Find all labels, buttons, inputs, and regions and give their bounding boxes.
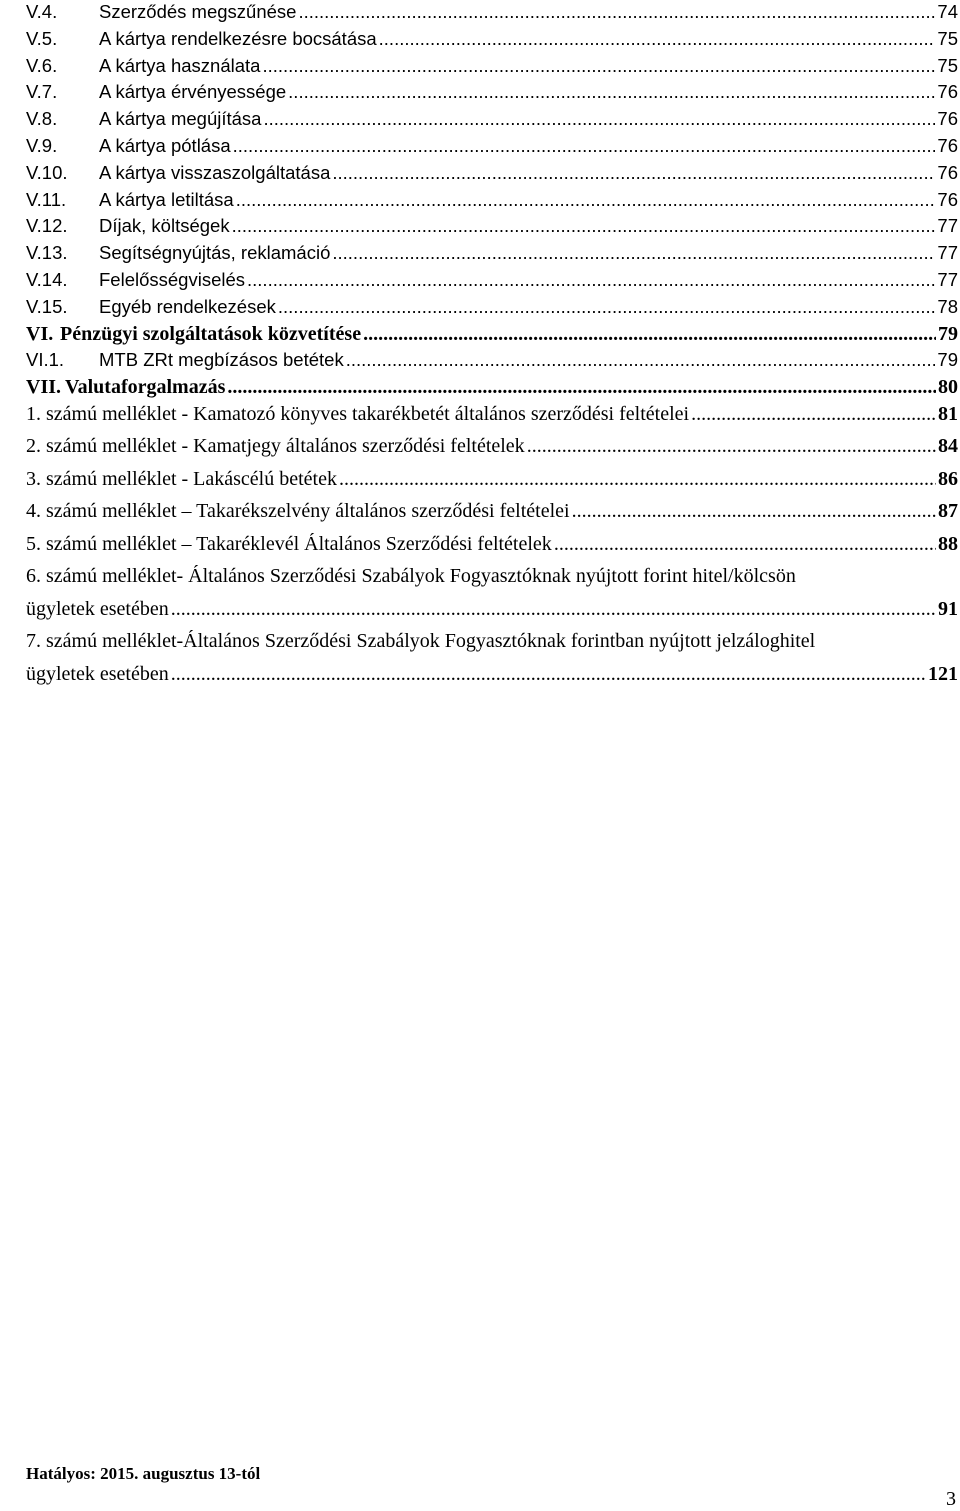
toc-title: 4. számú melléklet – Takarékszelvény általános szerződési feltételei [26, 500, 570, 523]
toc-entry-annex-2[interactable] [26, 435, 958, 468]
toc-page: 79 [938, 322, 958, 345]
toc-entry-v14[interactable] [26, 269, 958, 296]
toc-page: 78 [937, 295, 958, 317]
toc-entry-v10[interactable] [26, 162, 958, 189]
toc-entry-annex-6[interactable] [26, 565, 958, 630]
toc-leader [247, 269, 935, 291]
toc-entry-v11[interactable] [26, 189, 958, 216]
toc-title: A kártya rendelkezésre bocsátása [99, 27, 377, 49]
toc-leader [263, 108, 935, 130]
toc-entry-line [26, 565, 958, 598]
toc-leader [554, 533, 936, 556]
toc-title: A kártya használata [99, 54, 261, 76]
toc-number: V.13. [26, 242, 68, 264]
toc-leader [379, 28, 936, 50]
toc-title: 1. számú melléklet - Kamatozó könyves takarékbetét általános szerződési feltételei [26, 402, 690, 425]
toc-entry-line [26, 630, 958, 663]
toc-title: A kártya visszaszolgáltatása [99, 161, 331, 183]
toc-leader [171, 598, 936, 621]
toc-page: 121 [928, 662, 958, 685]
toc-leader [233, 135, 936, 157]
toc-page: 74 [937, 1, 958, 22]
toc-title: A kártya letiltása [99, 188, 234, 210]
toc-title: 2. számú melléklet - Kamatjegy általános szerződési feltételek [26, 435, 525, 458]
toc-title: 6. számú melléklet- Általános Szerződési Szabályok Fogyasztóknak nyújtott forint hitel/kölcsön [26, 565, 796, 588]
toc-number: VII. [26, 376, 62, 399]
toc-title: A kártya megújítása [99, 108, 262, 130]
toc-title: 7. számú melléklet-Általános Szerződési Szabályok Fogyasztóknak forintban nyújtott jelzáloghitel [26, 630, 816, 653]
toc-entry-line [26, 598, 958, 631]
toc-number: V.11. [26, 188, 67, 210]
toc-leader [232, 215, 936, 237]
toc-entry-v5[interactable] [26, 28, 958, 55]
toc-page: 79 [937, 349, 958, 371]
toc-entry-v8[interactable] [26, 108, 958, 135]
toc-leader [227, 376, 936, 399]
toc-page: 88 [938, 532, 958, 555]
toc-title: Valutaforgalmazás [65, 376, 226, 399]
toc-leader [332, 242, 935, 264]
toc-entry-annex-3[interactable] [26, 468, 958, 501]
toc-title: A kártya érvényessége [99, 81, 287, 103]
toc-entry-vi[interactable] [26, 323, 958, 350]
toc-entry-v13[interactable] [26, 242, 958, 269]
toc-leader [262, 55, 935, 77]
toc-title: Felelősségviselés [99, 268, 246, 290]
toc-page: 91 [938, 597, 958, 620]
toc-entry-v12[interactable] [26, 215, 958, 242]
toc-page: 84 [938, 435, 958, 458]
toc-page: 77 [937, 215, 958, 237]
toc-page: 75 [937, 54, 958, 76]
toc-title: Díjak, költségek [99, 215, 230, 237]
toc-entry-annex-4[interactable] [26, 500, 958, 533]
toc-entry-v9[interactable] [26, 135, 958, 162]
toc-leader [171, 663, 926, 686]
toc-entry-line [26, 663, 958, 696]
toc-title: Egyéb rendelkezések [99, 295, 276, 317]
toc-page: 76 [937, 188, 958, 210]
toc-leader [332, 162, 935, 184]
effective-date-footer: Hatályos: 2015. augusztus 13-tól [26, 1464, 261, 1483]
toc-title-continued: ügyletek esetében [26, 662, 169, 685]
toc-entry-v15[interactable] [26, 296, 958, 323]
toc-number: V.5. [26, 27, 58, 49]
toc-page: 87 [938, 500, 958, 523]
toc-page: 77 [937, 242, 958, 264]
toc-number: VI.1. [26, 349, 65, 371]
toc-page: 76 [937, 134, 958, 156]
toc-title: 5. számú melléklet – Takaréklevél Általános Szerződési feltételek [26, 532, 552, 555]
toc-number: V.9. [26, 134, 58, 156]
toc-leader [278, 296, 936, 318]
toc-page: 75 [937, 27, 958, 49]
toc-page: 81 [938, 402, 958, 425]
toc-number: V.15. [26, 295, 68, 317]
toc-leader [527, 435, 936, 458]
toc-leader [691, 403, 936, 426]
toc-leader [572, 500, 936, 523]
toc-leader [339, 468, 936, 491]
toc-title: MTB ZRt megbízásos betétek [99, 349, 344, 371]
page-number: 3 [946, 1488, 956, 1510]
toc-number: V.4. [26, 1, 58, 22]
toc-entry-v4[interactable] [26, 1, 958, 28]
toc-number: V.7. [26, 81, 58, 103]
toc-page: 80 [938, 376, 958, 399]
toc-number: V.8. [26, 108, 58, 130]
toc-page: 76 [937, 108, 958, 130]
toc-leader [298, 1, 935, 23]
toc-title: A kártya pótlása [99, 134, 231, 156]
toc-number: VI. [26, 322, 54, 345]
table-of-contents [26, 0, 958, 695]
toc-number: V.10. [26, 161, 68, 183]
toc-leader [288, 81, 935, 103]
toc-entry-vi1[interactable] [26, 349, 958, 376]
toc-title: Segítségnyújtás, reklamáció [99, 242, 331, 264]
toc-page: 77 [937, 268, 958, 290]
toc-leader [363, 323, 936, 346]
toc-page: 76 [937, 161, 958, 183]
toc-number: V.12. [26, 215, 68, 237]
toc-entry-v7[interactable] [26, 81, 958, 108]
toc-title: Szerződés megszűnése [99, 1, 297, 22]
toc-title: 3. számú melléklet - Lakáscélú betétek [26, 467, 337, 490]
toc-title-continued: ügyletek esetében [26, 597, 169, 620]
toc-entry-annex-1[interactable] [26, 403, 958, 436]
toc-number: V.14. [26, 268, 68, 290]
toc-entry-v6[interactable] [26, 55, 958, 82]
toc-number: V.6. [26, 54, 58, 76]
toc-entry-vii[interactable] [26, 376, 958, 403]
toc-entry-annex-7[interactable] [26, 630, 958, 695]
toc-leader [346, 349, 936, 371]
toc-page: 86 [938, 467, 958, 490]
toc-entry-annex-5[interactable] [26, 533, 958, 566]
toc-title: Pénzügyi szolgáltatások közvetítése [60, 322, 362, 345]
toc-leader [236, 189, 936, 211]
toc-page: 76 [937, 81, 958, 103]
